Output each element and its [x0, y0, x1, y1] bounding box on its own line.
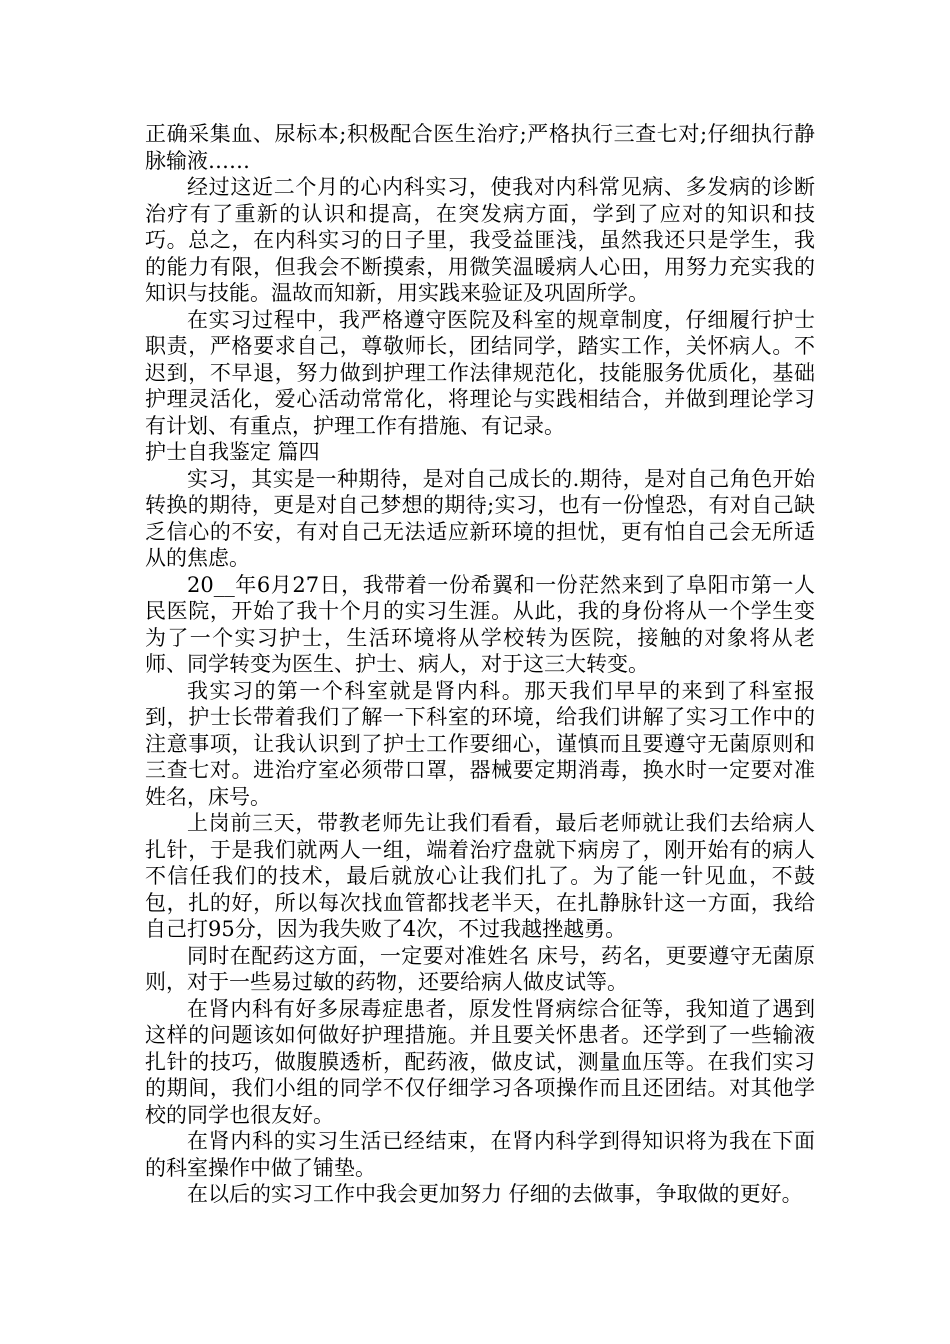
- paragraph: 同时在配药这方面，一定要对准姓名 床号，药名，更要遵守无菌原则，对于一些易过敏的药物，还要给病人做皮试等。: [145, 943, 815, 994]
- paragraph: 我实习的第一个科室就是肾内科。那天我们早早的来到了科室报到，护士长带着我们了解一下科室的环境，给我们讲解了实习工作中的注意事项，让我认识到了护士工作要细心，谨慎而且要遵守无菌原则和三查七对。进治疗室必须带口罩，器械要定期消毒，换水时一定要对准姓名，床号。: [145, 678, 815, 809]
- paragraph: 20__年6月27日，我带着一份希翼和一份茫然来到了阜阳市第一人民医院，开始了我十个月的实习生涯。从此，我的身份将从一个学生变为了一个实习护士，生活环境将从学校转为医院，接触的对象将从老师、同学转变为医生、护士、病人，对于这三大转变。: [145, 572, 815, 676]
- paragraph: 上岗前三天，带教老师先让我们看看，最后老师就让我们去给病人扎针，于是我们就两人一组，端着治疗盘就下病房了，刚开始有的病人不信任我们的技术，最后就放心让我们扎了。为了能一针见血，不鼓包，扎的好，所以每次找血管都找老半天，在扎静脉针这一方面，我给自己打95分，因为我失败了4次，不过我越挫越勇。: [145, 811, 815, 941]
- paragraph: 在实习过程中，我严格遵守医院及科室的规章制度，仔细履行护士职责，严格要求自己，尊敬师长，团结同学，踏实工作，关怀病人。不迟到，不早退，努力做到护理工作法律规范化，技能服务优质化，基础护理灵活化，爱心活动常常化，将理论与实践相结合，并做到理论学习有计划、有重点，护理工作有措施、有记录。: [145, 307, 815, 438]
- paragraph: 正确采集血、尿标本;积极配合医生治疗;严格执行三查七对;仔细执行静脉输液……: [145, 122, 815, 173]
- paragraph: 在肾内科有好多尿毒症患者，原发性肾病综合征等，我知道了遇到这样的问题该如何做好护理措施。并且要关怀患者。还学到了一些输液扎针的技巧，做腹膜透析，配药液，做皮试，测量血压等。在我们实习的期间，我们小组的同学不仅仔细学习各项操作而且还团结。对其他学校的同学也很友好。: [145, 996, 815, 1127]
- section-heading: 护士自我鉴定 篇四: [145, 440, 320, 464]
- paragraph: 实习，其实是一种期待，是对自己成长的.期待，是对自己角色开始转换的期待，更是对自己梦想的期待;实习，也有一份惶恐，有对自己缺乏信心的不安，有对自己无法适应新环境的担忧，更有怕自己会无所适从的焦虑。: [145, 466, 815, 570]
- document-body: [145, 121, 815, 1208]
- paragraph: 在肾内科的实习生活已经结束，在肾内科学到得知识将为我在下面的科室操作中做了铺垫。: [145, 1129, 815, 1180]
- paragraph: 在以后的实习工作中我会更加努力 仔细的去做事，争取做的更好。: [187, 1182, 803, 1206]
- paragraph: 经过这近二个月的心内科实习，使我对内科常见病、多发病的诊断治疗有了重新的认识和提高，在突发病方面，学到了应对的知识和技巧。总之，在内科实习的日子里，我受益匪浅，虽然我还只是学生，我的能力有限，但我会不断摸索，用微笑温暖病人心田，用努力充实我的知识与技能。温故而知新，用实践来验证及巩固所学。: [145, 175, 815, 305]
